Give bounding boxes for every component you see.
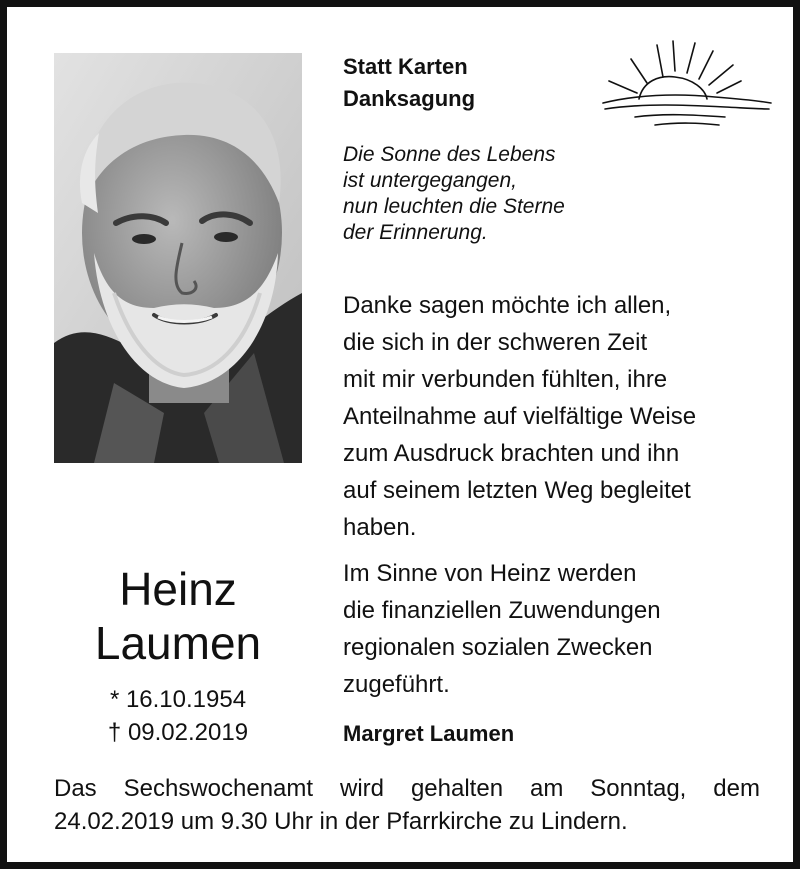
- heading-danksagung: Danksagung: [343, 86, 476, 111]
- donation-line: zugeführt.: [343, 671, 450, 698]
- sunset-icon: [595, 37, 775, 129]
- announcement-word: wird: [340, 775, 385, 802]
- mass-announcement: [54, 772, 760, 838]
- thanks-line: die sich in der schweren Zeit: [343, 329, 648, 356]
- birth-date: * 16.10.1954: [109, 686, 247, 713]
- poem-line: der Erinnerung.: [343, 221, 488, 244]
- announcement-word: Das: [54, 775, 97, 802]
- donation-line: regionalen sozialen Zwecken: [343, 634, 653, 661]
- announcement-word: am: [529, 775, 564, 802]
- death-date: † 09.02.2019: [107, 719, 249, 746]
- signature-name: Margret Laumen: [343, 721, 515, 746]
- donation-line: Im Sinne von Heinz werden: [343, 560, 637, 587]
- donation-paragraph: [343, 555, 661, 703]
- thanks-line: Danke sagen möchte ich allen,: [343, 292, 672, 319]
- thanks-line: mit mir verbunden fühlten, ihre: [343, 366, 668, 393]
- thanks-line: Anteilnahme auf vielfältige Weise: [343, 403, 697, 430]
- announcement-word: Sonntag,: [590, 775, 687, 802]
- deceased-last-name: Laumen: [94, 617, 262, 669]
- deceased-first-name: Heinz: [119, 563, 237, 615]
- memorial-poem: [343, 142, 565, 246]
- poem-line: Die Sonne des Lebens: [343, 143, 556, 166]
- heading-statt-karten: Statt Karten: [343, 54, 468, 79]
- poem-line: nun leuchten die Sterne: [343, 195, 565, 218]
- portrait-illustration: [54, 53, 302, 463]
- heading: [343, 51, 475, 115]
- thanks-line: haben.: [343, 514, 417, 541]
- announcement-word: gehalten: [410, 775, 504, 802]
- deceased-name: [47, 562, 309, 670]
- thanks-paragraph: [343, 287, 696, 546]
- poem-line: ist untergegangen,: [343, 169, 517, 192]
- thanks-line: auf seinem letzten Weg begleitet: [343, 477, 691, 504]
- thanks-line: zum Ausdruck brachten und ihn: [343, 440, 680, 467]
- announcement-line-1: [54, 772, 760, 805]
- portrait-photo: [54, 53, 302, 463]
- life-dates: [47, 683, 309, 749]
- announcement-line-2: 24.02.2019 um 9.30 Uhr in der Pfarrkirche zu Lindern.: [54, 808, 628, 835]
- announcement-word: dem: [713, 775, 760, 802]
- announcement-word: Sechswochenamt: [123, 775, 314, 802]
- donation-line: die finanziellen Zuwendungen: [343, 597, 661, 624]
